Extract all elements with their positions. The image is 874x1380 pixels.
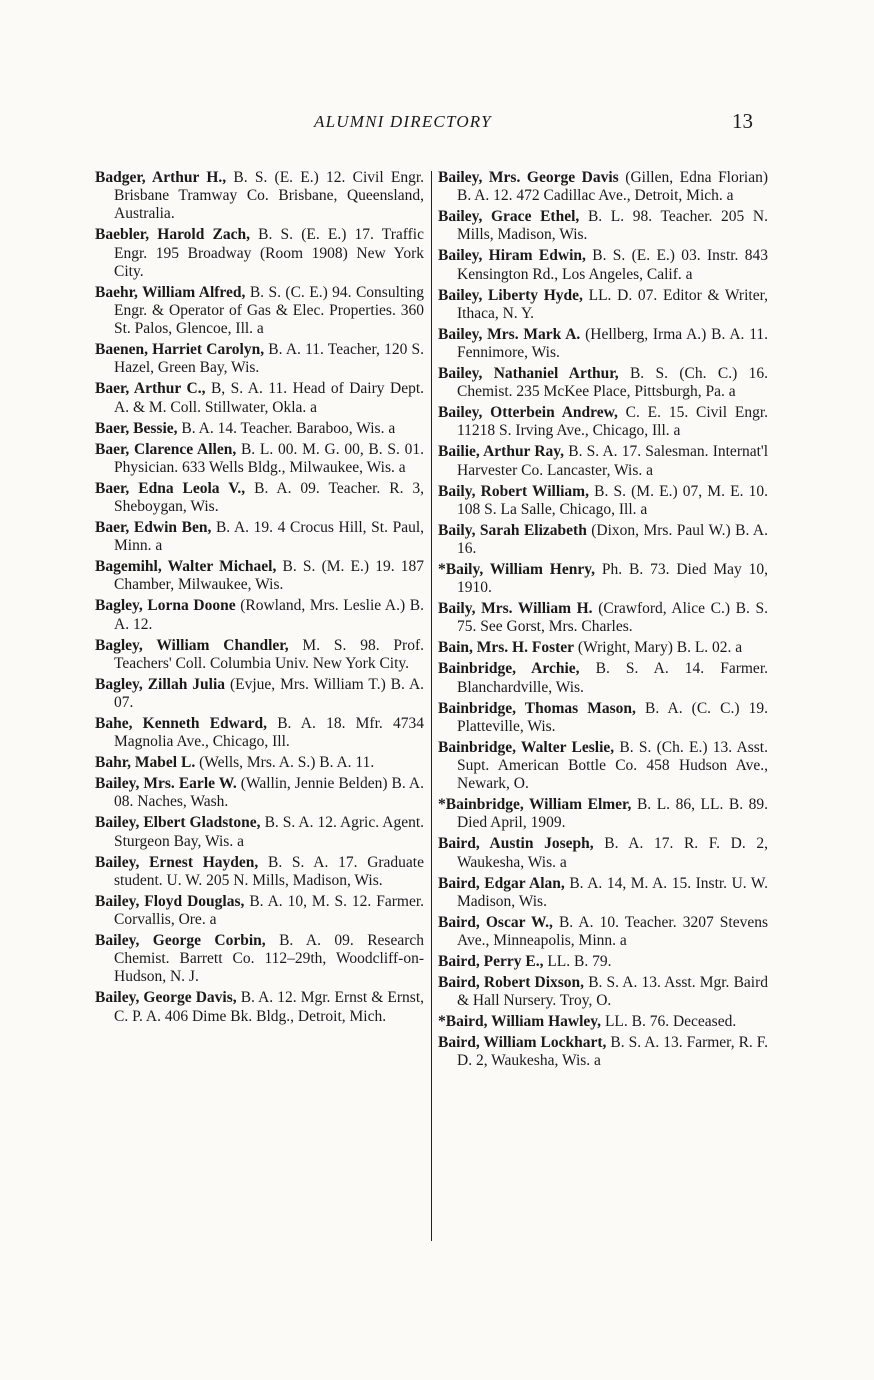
entry-details: (Evjue, Mrs. William T.) B. A. 07. — [114, 675, 425, 712]
entry-details: B. S. A. 13. Farmer, R. F. D. 2, Waukesha, Wis. a — [457, 1034, 769, 1070]
entry-details: B. S. (E. E.) 12. Civil Engr. Brisbane Tramway Co. Brisbane, Queensland, Australia. — [114, 169, 425, 223]
directory-entry — [438, 287, 768, 323]
entry-name: Bailey, Grace Ethel, — [438, 208, 580, 226]
entry-details: B. L. 98. Teacher. 205 N. Mills, Madison, Wis. — [457, 208, 768, 244]
entry-name: Bahe, Kenneth Edward, — [95, 715, 267, 733]
entry-details: B. A. 19. 4 Crocus Hill, St. Paul, Minn. a — [114, 519, 425, 555]
directory-entry — [438, 974, 768, 1010]
entry-details: (Rowland, Mrs. Leslie A.) B. A. 12. — [114, 597, 425, 633]
directory-entry — [438, 443, 768, 479]
entry-details: LL. D. 07. Editor & Writer, Ithaca, N. Y. — [457, 286, 769, 322]
entry-name: Bagemihl, Walter Michael, — [95, 558, 277, 576]
directory-entry — [95, 597, 424, 633]
entry-name: Bainbridge, Archie, — [438, 660, 580, 678]
entry-details: B. A. 18. Mfr. 4734 Magnolia Ave., Chicago, Ill. — [114, 715, 424, 751]
directory-entry — [95, 854, 424, 890]
entry-details: Ph. B. 73. Died May 10, 1910. — [457, 561, 768, 597]
entry-name: Bailey, Liberty Hyde, — [438, 286, 583, 304]
entry-details: (Hellberg, Irma A.) B. A. 11. Fennimore, Wis. — [457, 325, 768, 362]
entry-name: Bailey, Otterbein Andrew, — [438, 404, 618, 422]
entry-details: B. S. (M. E.) 19. 187 Chamber, Milwaukee, Wis. — [114, 558, 425, 594]
entry-details: B. S. (Ch. E.) 13. Asst. Supt. American Bottle Co. 458 Hudson Ave., Newark, O. — [457, 738, 768, 793]
entry-name: Bailey, Mrs. George Davis — [438, 169, 619, 186]
directory-entry — [95, 715, 424, 751]
entry-name: Baily, Mrs. William H. — [438, 600, 593, 618]
directory-entry — [438, 404, 768, 440]
entry-name: Baily, Sarah Elizabeth — [438, 521, 587, 539]
right-column — [438, 169, 768, 1073]
entry-details: B. A. 17. R. F. D. 2, Waukesha, Wis. a — [457, 835, 769, 871]
entry-details: B. S. A. 12. Agric. Agent. Sturgeon Bay, Wis. a — [114, 814, 425, 850]
entry-details: LL. B. 76. Deceased. — [604, 1013, 737, 1031]
directory-entry — [95, 558, 424, 594]
entry-name: Baer, Edna Leola V., — [95, 479, 246, 497]
directory-entry — [438, 660, 768, 696]
directory-entry — [438, 700, 768, 736]
entry-name: Badger, Arthur H., — [95, 169, 227, 186]
entry-details: B. A. 12. Mgr. Ernst & Ernst, C. P. A. 406 Dime Bk. Bldg., Detroit, Mich. — [114, 989, 425, 1025]
directory-entry — [95, 284, 424, 339]
entry-details: B. S. A. 17. Graduate student. U. W. 205 N. Mills, Madison, Wis. — [114, 853, 424, 889]
directory-entry — [95, 637, 424, 673]
entry-name: Bailey, Nathaniel Arthur, — [438, 365, 619, 383]
entry-details: B. A. 09. Teacher. R. 3, Sheboygan, Wis. — [114, 479, 425, 516]
entry-details: B. L. 00. M. G. 00, B. S. 01. Physician. 633 Wells Bldg., Milwaukee, Wis. a — [114, 440, 424, 476]
directory-entry — [438, 247, 768, 283]
entry-name: Baird, Perry E., — [438, 953, 544, 971]
entry-details: B. S. (M. E.) 07, M. E. 10. 108 S. La Salle, Chicago, Ill. a — [457, 482, 768, 518]
directory-entry — [438, 483, 768, 519]
entry-details: (Wright, Mary) B. L. 02. a — [577, 639, 743, 657]
directory-entry — [438, 875, 768, 911]
entry-details: B. A. 10, M. S. 12. Farmer. Corvallis, Ore. a — [114, 892, 425, 929]
running-head — [0, 109, 874, 136]
directory-entry — [438, 914, 768, 950]
directory-entry — [95, 932, 424, 987]
page-number: 13 — [732, 109, 753, 133]
entry-details: (Dixon, Mrs. Paul W.) B. A. 16. — [457, 521, 768, 558]
directory-entry — [95, 341, 424, 377]
directory-entry — [438, 169, 768, 205]
entry-name: *Baily, William Henry, — [438, 561, 595, 579]
directory-entry — [438, 208, 768, 244]
directory-entry — [95, 226, 424, 281]
entry-details: B. S. (E. E.) 17. Traffic Engr. 195 Broadway (Room 1908) New York City. — [114, 226, 424, 280]
entry-name: Baenen, Harriet Carolyn, — [95, 341, 265, 359]
entry-name: Bailey, George Davis, — [95, 989, 237, 1007]
entry-name: Bailey, George Corbin, — [95, 932, 266, 950]
entry-details: B. A. 11. Teacher, 120 S. Hazel, Green Bay, Wis. — [114, 341, 424, 377]
entry-details: LL. B. 79. — [547, 953, 612, 971]
directory-entry — [95, 814, 424, 850]
directory-entry — [438, 639, 768, 657]
entry-name: Baird, Edgar Alan, — [438, 874, 565, 892]
entry-details: B. A. 10. Teacher. 3207 Stevens Ave., Minneapolis, Minn. a — [457, 913, 769, 950]
entry-name: Baird, Robert Dixson, — [438, 974, 585, 992]
entry-details: B. L. 86, LL. B. 89. Died April, 1909. — [457, 796, 768, 832]
entry-details: B. S. (C. E.) 94. Consulting Engr. & Operator of Gas & Elec. Properties. 360 St. Palos, Glencoe, Ill. a — [114, 283, 425, 338]
entry-name: Bailey, Mrs. Earle W. — [95, 775, 237, 793]
entry-name: Baer, Bessie, — [95, 419, 178, 437]
entry-details: B. A. 09. Research Chemist. Barrett Co. 112–29th, Woodcliff-on-Hudson, N. J. — [114, 932, 424, 986]
entry-details: B, S. A. 11. Head of Dairy Dept. A. & M. Coll. Stillwater, Okla. a — [114, 380, 425, 416]
directory-entry — [438, 600, 768, 636]
entry-name: Bagley, Zillah Julia — [95, 675, 226, 693]
entry-name: Baily, Robert William, — [438, 482, 589, 500]
entry-name: Bagley, Lorna Doone — [95, 597, 236, 615]
directory-entry — [438, 326, 768, 362]
entry-name: *Bainbridge, William Elmer, — [438, 796, 632, 814]
entry-name: Baer, Clarence Allen, — [95, 440, 237, 458]
entry-name: Bailey, Mrs. Mark A. — [438, 325, 581, 343]
entry-name: Baehr, William Alfred, — [95, 283, 246, 301]
entry-details: B. A. 14, M. A. 15. Instr. U. W. Madison, Wis. — [457, 874, 768, 910]
entry-name: Bailie, Arthur Ray, — [438, 443, 565, 461]
directory-entry — [95, 441, 424, 477]
entry-name: Bain, Mrs. H. Foster — [438, 639, 575, 657]
entry-name: Bagley, William Chandler, — [95, 636, 289, 654]
directory-entry — [438, 1013, 768, 1031]
directory-entry — [438, 835, 768, 871]
directory-entry — [438, 1034, 768, 1070]
entry-name: *Baird, William Hawley, — [438, 1013, 602, 1031]
directory-entry — [95, 989, 424, 1025]
entry-details: B. S. (Ch. C.) 16. Chemist. 235 McKee Place, Pittsburgh, Pa. a — [457, 365, 768, 401]
directory-entry — [438, 953, 768, 971]
directory-entry — [438, 365, 768, 401]
directory-entry — [95, 169, 424, 224]
entry-details: B. S. A. 14. Farmer. Blanchardville, Wis. — [457, 660, 768, 696]
entry-details: (Gillen, Edna Florian) B. A. 12. 472 Cadillac Ave., Detroit, Mich. a — [457, 169, 769, 205]
entry-details: B. S. A. 17. Salesman. Internat'l Harvester Co. Lancaster, Wis. a — [457, 443, 769, 479]
entry-name: Baird, William Lockhart, — [438, 1034, 607, 1052]
left-column — [95, 169, 424, 1029]
directory-entry — [95, 420, 424, 438]
entry-name: Bailey, Ernest Hayden, — [95, 853, 259, 871]
directory-entry — [95, 775, 424, 811]
directory-entry — [95, 480, 424, 516]
entry-details: (Wallin, Jennie Belden) B. A. 08. Naches, Wash. — [114, 775, 424, 811]
entry-name: Baer, Arthur C., — [95, 380, 206, 398]
directory-entry — [95, 519, 424, 555]
entry-name: Baird, Austin Joseph, — [438, 835, 594, 853]
directory-entry — [95, 676, 424, 712]
entry-name: Bailey, Elbert Gladstone, — [95, 814, 261, 832]
directory-entry — [438, 739, 768, 794]
entry-name: Bailey, Hiram Edwin, — [438, 247, 586, 265]
entry-details: B. S. A. 13. Asst. Mgr. Baird & Hall Nursery. Troy, O. — [457, 974, 768, 1010]
entry-name: Bahr, Mabel L. — [95, 754, 196, 772]
entry-name: Bainbridge, Thomas Mason, — [438, 699, 636, 717]
entry-details: M. S. 98. Prof. Teachers' Coll. Columbia Univ. New York City. — [114, 636, 424, 672]
entry-name: Bainbridge, Walter Leslie, — [438, 738, 615, 756]
entry-name: Baer, Edwin Ben, — [95, 519, 212, 537]
directory-entry — [95, 893, 424, 929]
entry-details: B. A. 14. Teacher. Baraboo, Wis. a — [181, 419, 396, 437]
directory-entry — [438, 522, 768, 558]
page-header-title: ALUMNI DIRECTORY — [314, 112, 492, 131]
entry-details: (Wells, Mrs. A. S.) B. A. 11. — [199, 754, 375, 772]
directory-entry — [95, 380, 424, 416]
entry-details: B. S. (E. E.) 03. Instr. 843 Kensington Rd., Los Angeles, Calif. a — [457, 247, 769, 283]
entry-details: (Crawford, Alice C.) B. S. 75. See Gorst, Mrs. Charles. — [457, 600, 768, 636]
entry-name: Baebler, Harold Zach, — [95, 226, 250, 244]
entry-details: C. E. 15. Civil Engr. 11218 S. Irving Ave., Chicago, Ill. a — [457, 404, 769, 440]
entry-name: Bailey, Floyd Douglas, — [95, 892, 245, 910]
directory-entry — [438, 561, 768, 597]
column-divider — [431, 171, 432, 1241]
directory-entry — [95, 754, 424, 772]
entry-details: B. A. (C. C.) 19. Platteville, Wis. — [457, 699, 769, 735]
directory-entry — [438, 796, 768, 832]
entry-name: Baird, Oscar W., — [438, 913, 553, 931]
